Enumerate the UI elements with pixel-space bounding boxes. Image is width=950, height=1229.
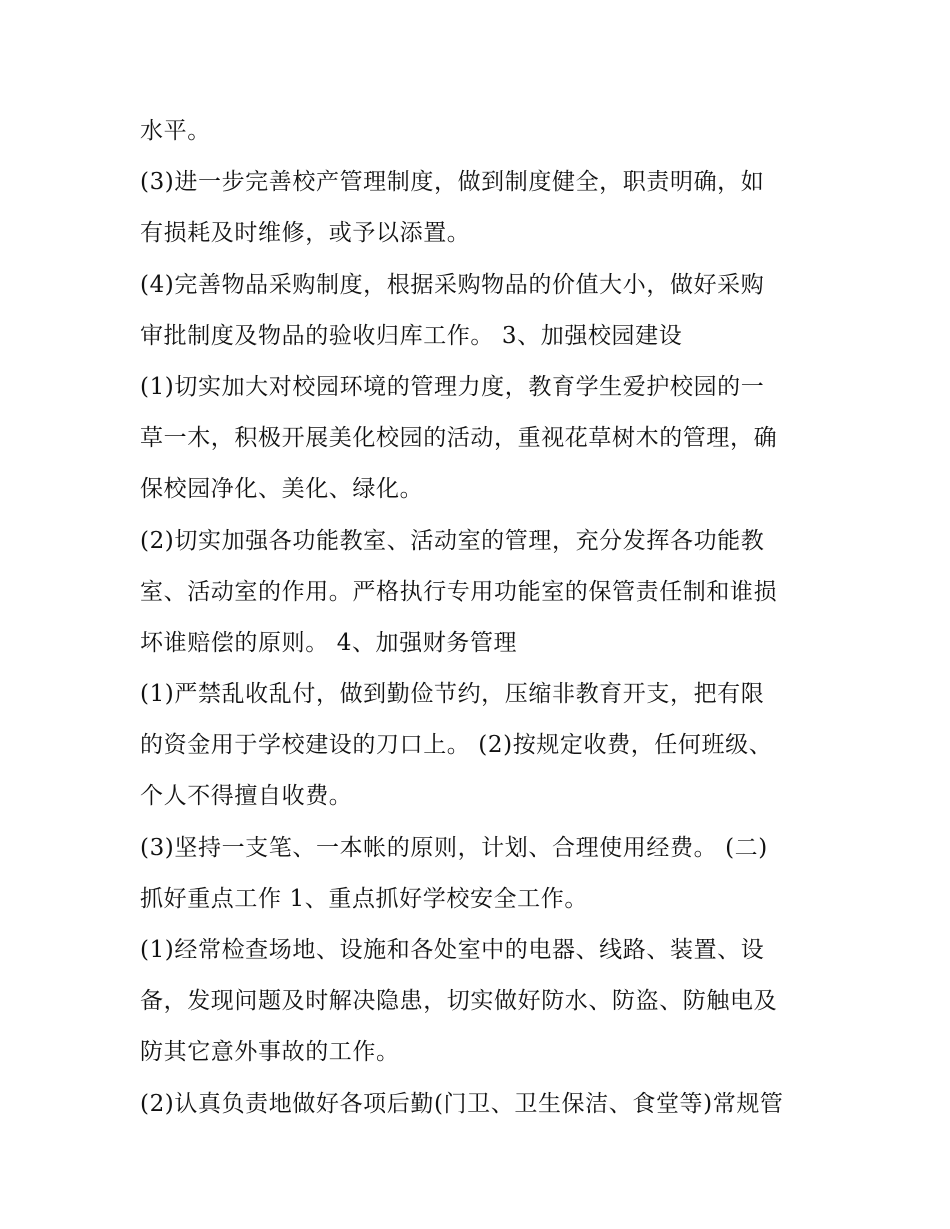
text-line: (1)切实加大对校园环境的管理力度，教育学生爱护校园的一 [140,373,765,400]
text-line: (2)认真负责地做好各项后勤(门卫、卫生保洁、食堂等)常规管 [140,1090,784,1117]
document-body [140,106,820,1130]
text-line: 防其它意外事故的工作。 [140,1039,400,1066]
text-line: 坏谁赔偿的原则。 4、加强财务管理 [140,629,518,656]
text-line: 抓好重点工作 1、重点抓好学校安全工作。 [140,885,588,912]
text-line: (1)经常检查场地、设施和各处室中的电器、线路、装置、设 [140,937,765,963]
text-line: 个人不得擅自收费。 [140,783,353,810]
text-line: 室、活动室的作用。严格执行专用功能室的保管责任制和谁损 [140,578,778,605]
text-line: 的资金用于学校建设的刀口上。 (2)按规定收费，任何班级、 [140,732,773,759]
text-line: 水平。 [140,118,211,144]
text-line: (1)严禁乱收乱付，做到勤俭节约，压缩非教育开支，把有限 [140,681,765,708]
text-line: (4)完善物品采购制度，根据采购物品的价值大小，做好采购 [140,271,765,298]
text-line: 保校园净化、美化、绿化。 [140,476,424,503]
text-line: 审批制度及物品的验收归库工作。 3、加强校园建设 [140,322,683,349]
text-line: (2)切实加强各功能教室、活动室的管理，充分发挥各功能教 [140,527,765,554]
text-line: 有损耗及时维修，或予以添置。 [140,220,471,247]
text-line: (3)进一步完善校产管理制度，做到制度健全，职责明确，如 [140,169,765,196]
text-line: 草一木，积极开展美化校园的活动，重视花草树木的管理，确 [140,425,778,452]
text-line: (3)坚持一支笔、一本帐的原则，计划、合理使用经费。 (二) [140,834,768,861]
text-line: 备，发现问题及时解决隐患，切实做好防水、防盗、防触电及 [140,988,778,1015]
